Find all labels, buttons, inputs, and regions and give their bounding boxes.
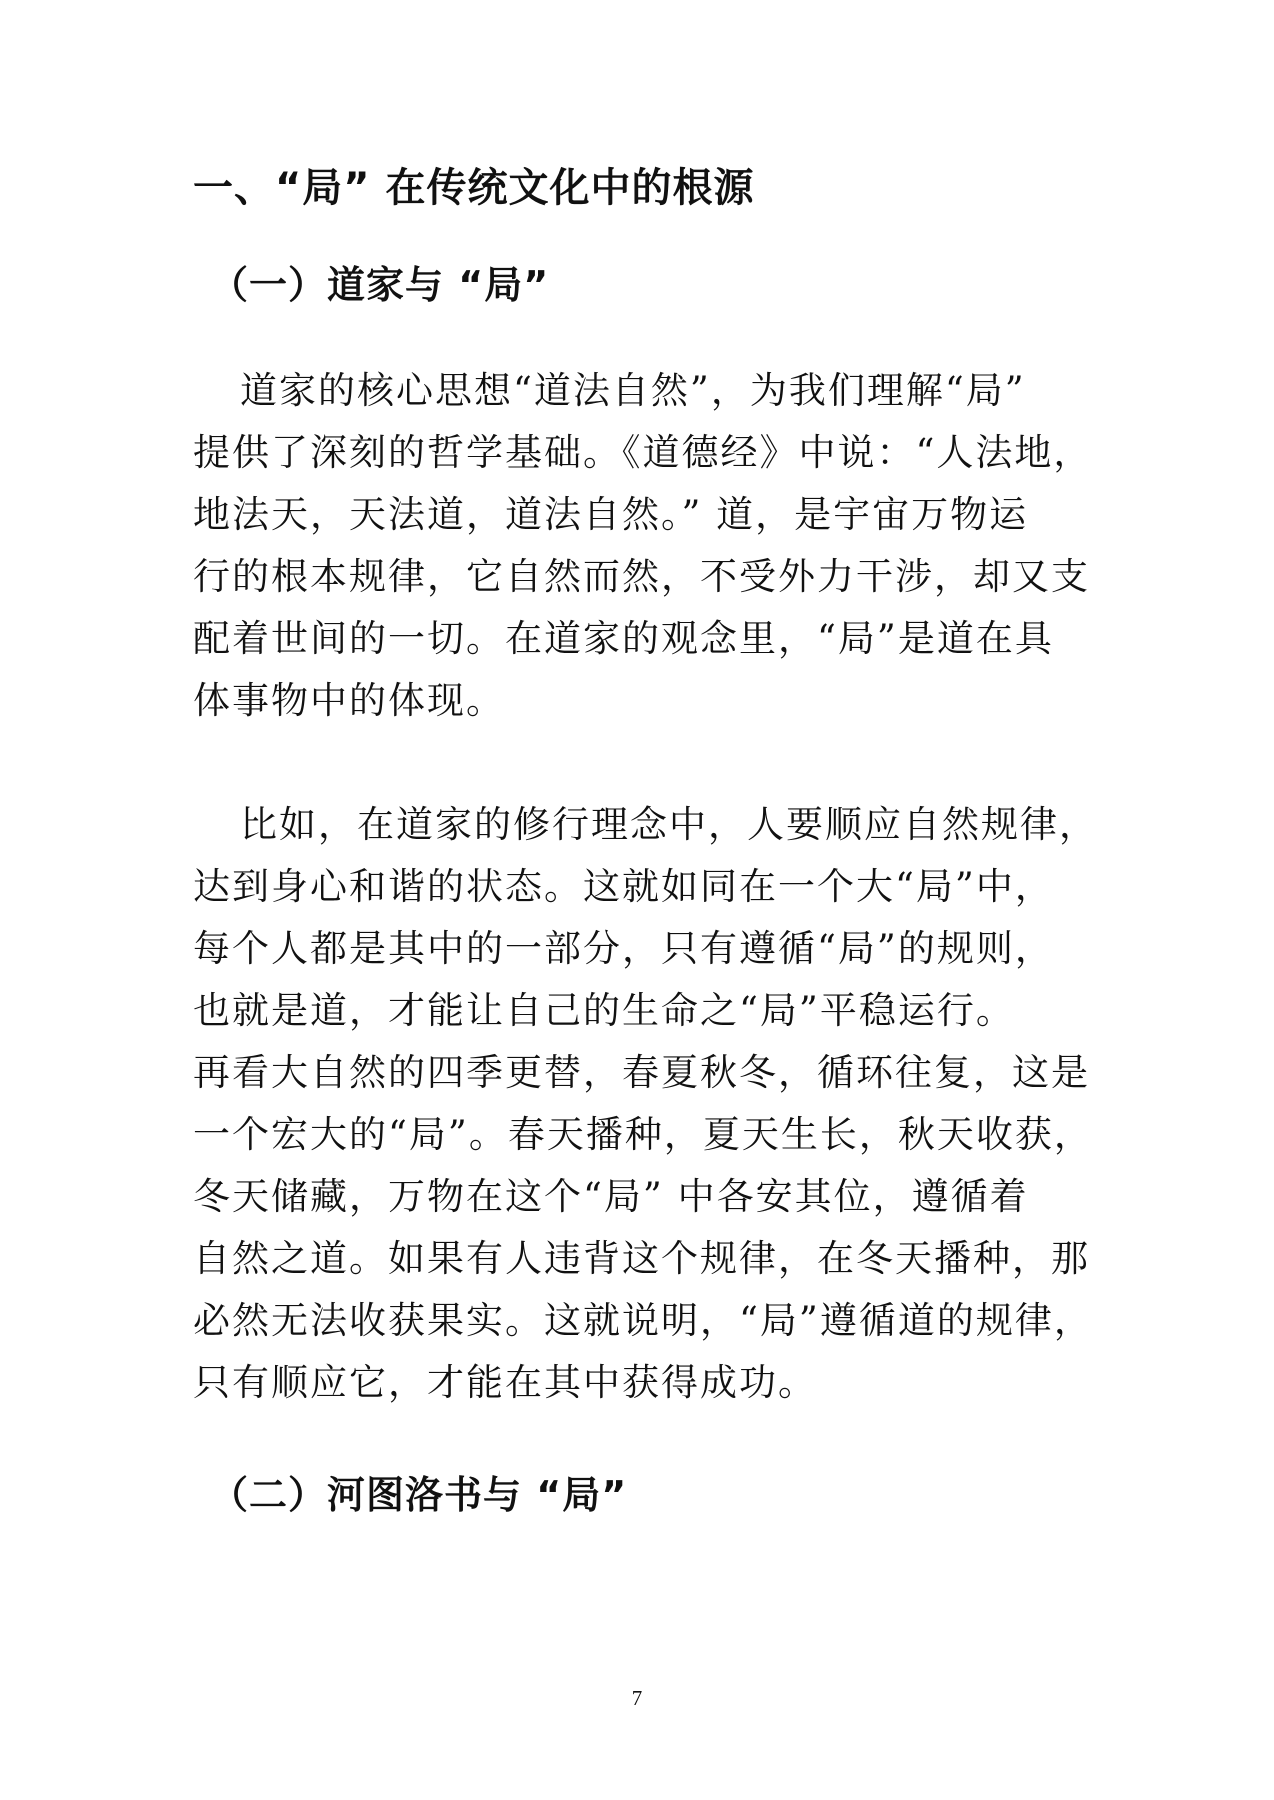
paragraph-line: 一个宏大的“局”。春天播种，夏天生长，秋天收获， <box>193 1113 1093 1156</box>
chapter-heading: 一、“局” 在传统文化中的根源 <box>193 165 755 211</box>
section-heading-2: （二）河图洛书与 “局” <box>210 1473 628 1517</box>
paragraph-line: 比如，在道家的修行理念中，人要顺应自然规律， <box>240 803 1098 846</box>
paragraph-line: 自然之道。如果有人违背这个规律，在冬天播种，那 <box>193 1237 1090 1280</box>
paragraph-line: 配着世间的一切。在道家的观念里，“局”是道在具 <box>193 617 1054 660</box>
paragraph-line: 体事物中的体现。 <box>193 679 505 722</box>
section-heading-1: （一）道家与 “局” <box>210 263 550 307</box>
paragraph-line: 也就是道，才能让自己的生命之“局”平稳运行。 <box>193 989 1015 1032</box>
paragraph-line: 再看大自然的四季更替，春夏秋冬，循环往复，这是 <box>193 1051 1090 1094</box>
page-number: 7 <box>631 1686 643 1710</box>
paragraph-line: 道家的核心思想“道法自然”，为我们理解“局” <box>240 369 1026 412</box>
paragraph-line: 提供了深刻的哲学基础。《道德经》中说：“人法地， <box>193 431 1093 474</box>
paragraph-line: 每个人都是其中的一部分，只有遵循“局”的规则， <box>193 927 1054 970</box>
paragraph-line: 只有顺应它，才能在其中获得成功。 <box>193 1361 817 1404</box>
paragraph-line: 地法天，天法道，道法自然。” 道，是宇宙万物运 <box>193 493 1029 536</box>
paragraph-line: 达到身心和谐的状态。这就如同在一个大“局”中， <box>193 865 1054 908</box>
paragraph-line: 行的根本规律，它自然而然，不受外力干涉，却又支 <box>193 555 1090 598</box>
paragraph-line: 冬天储藏，万物在这个“局” 中各安其位，遵循着 <box>193 1175 1029 1218</box>
paragraph-line: 必然无法收获果实。这就说明，“局”遵循道的规律， <box>193 1299 1093 1342</box>
